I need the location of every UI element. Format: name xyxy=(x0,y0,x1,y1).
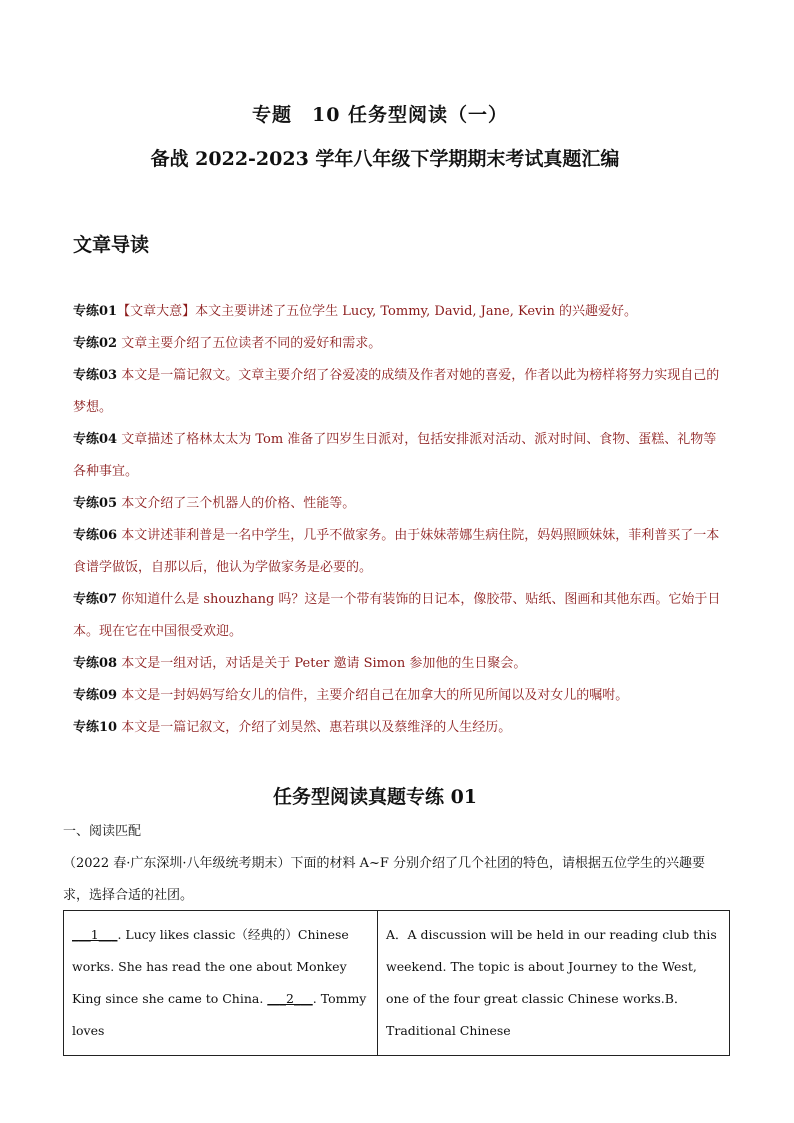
guide-item-label: 专练02 xyxy=(73,336,118,351)
matching-table xyxy=(63,910,730,1056)
guide-item-text: 本文是一封妈妈写给女儿的信件，主要介绍自己在加拿大的所见所闻以及对女儿的嘱咐。 xyxy=(117,688,629,703)
exercise-title: 任务型阅读真题专练 01 xyxy=(272,786,478,808)
students-text-2: . Tommy loves xyxy=(72,991,367,1038)
guide-item-label: 专练01 xyxy=(73,304,118,319)
guide-item-label: 专练04 xyxy=(73,432,118,447)
answer-blank-2[interactable]: ___2___ xyxy=(267,991,313,1006)
part-heading: 一、阅读匹配 xyxy=(63,824,142,839)
guide-item xyxy=(73,648,723,680)
guide-item-text: 文章描述了格林太太为 Tom 准备了四岁生日派对，包括安排派对活动、派对时间、食物、蛋糕、礼物等各种事宜。 xyxy=(73,432,717,479)
guide-item-text: 你知道什么是 shouzhang 吗？这是一个带有装饰的日记本，像胶带、贴纸、图画和其他东西。它始于日本。现在它在中国很受欢迎。 xyxy=(73,592,721,639)
guide-item xyxy=(73,296,723,328)
exercise-intro xyxy=(63,848,729,912)
guide-item-label: 专练10 xyxy=(73,720,118,735)
guide-item xyxy=(73,328,723,360)
guide-item xyxy=(73,584,723,648)
guide-item-text: 本文是一篇记叙文，介绍了刘昊然、惠若琪以及蔡维泽的人生经历。 xyxy=(117,720,512,735)
guide-list xyxy=(73,296,723,744)
document-title: 专题 10 任务型阅读（一） xyxy=(251,104,509,126)
guide-heading: 文章导读 xyxy=(73,234,150,256)
guide-item xyxy=(73,520,723,584)
guide-item-text: 【文章大意】本文主要讲述了五位学生 Lucy, Tommy, David, Jane, Kevin 的兴趣爱好。 xyxy=(117,304,638,319)
guide-item-label: 专练07 xyxy=(73,592,118,607)
answer-blank-1[interactable]: ___1___ xyxy=(72,927,118,942)
guide-item-text: 本文讲述菲利普是一名中学生，几乎不做家务。由于妹妹蒂娜生病住院，妈妈照顾妹妹，菲利普买了一本食谱学做饭，自那以后，他认为学做家务是必要的。 xyxy=(73,528,720,575)
guide-item xyxy=(73,680,723,712)
guide-item-text: 本文是一组对话，对话是关于 Peter 邀请 Simon 参加他的生日聚会。 xyxy=(117,656,527,671)
guide-item-text: 文章主要介绍了五位读者不同的爱好和需求。 xyxy=(117,336,382,351)
table-row xyxy=(64,911,730,1056)
document-subtitle: 备战 2022-2023 学年八年级下学期期末考试真题汇编 xyxy=(150,148,620,170)
guide-item-label: 专练09 xyxy=(73,688,118,703)
guide-item xyxy=(73,424,723,488)
students-text-1: . Lucy likes classic（经典的）Chinese works. She has read the one about Monkey King since she came to China. xyxy=(72,927,349,1006)
guide-item-label: 专练03 xyxy=(73,368,118,383)
guide-item xyxy=(73,712,723,744)
guide-item-label: 专练05 xyxy=(73,496,118,511)
clubs-cell: A．A discussion will be held in our reading club this weekend. The topic is about Journey to the West, one of the four great classic Chinese works.B．Traditional Chinese xyxy=(378,911,730,1056)
students-cell xyxy=(64,911,378,1056)
guide-item-label: 专练08 xyxy=(73,656,118,671)
guide-item-text: 本文介绍了三个机器人的价格、性能等。 xyxy=(117,496,356,511)
exercise-intro-text: （2022 春·广东深圳·八年级统考期末）下面的材料 A~F 分别介绍了几个社团的特色，请根据五位学生的兴趣要求，选择合适的社团。 xyxy=(63,856,706,903)
guide-item xyxy=(73,360,723,424)
guide-item-text: 本文是一篇记叙文。文章主要介绍了谷爱凌的成绩及作者对她的喜爱，作者以此为榜样将努力实现自己的梦想。 xyxy=(73,368,720,415)
guide-item-label: 专练06 xyxy=(73,528,118,543)
guide-item xyxy=(73,488,723,520)
